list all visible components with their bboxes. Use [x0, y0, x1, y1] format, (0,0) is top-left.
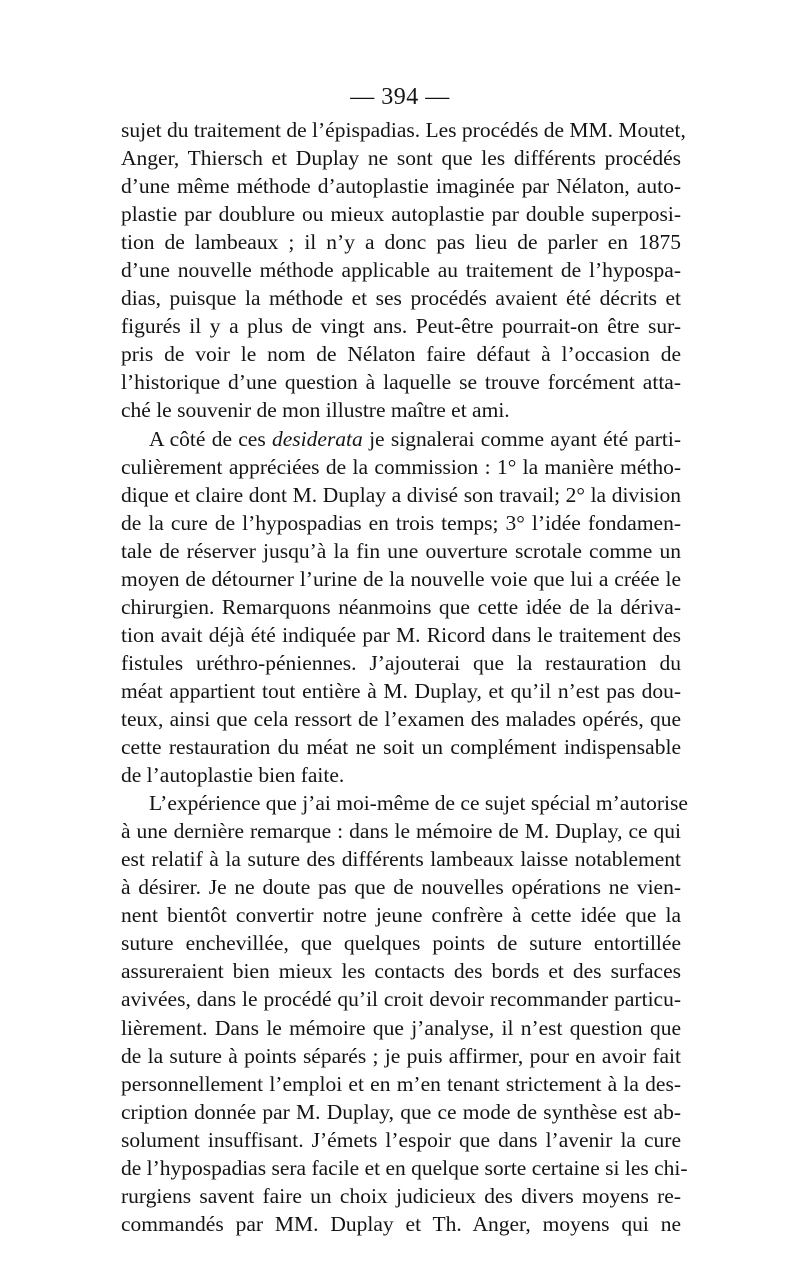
paragraph-1: [121, 116, 686, 425]
text-fragment: A côté de ces: [149, 426, 266, 451]
text-line: tion avait déjà été indiquée par M. Ricord dans le traitement des: [121, 622, 681, 647]
text-line: cription donnée par M. Duplay, que ce mode de synthèse est ab-: [121, 1099, 681, 1124]
text-line: personnellement l’emploi et en m’en tenant strictement à la des-: [121, 1071, 681, 1096]
text-line: ché le souvenir de mon illustre maître et ami.: [121, 398, 510, 423]
text-line: tion de lambeaux ; il n’y a donc pas lieu de parler en 1875: [121, 230, 681, 255]
text-line: d’une même méthode d’autoplastie imaginée par Nélaton, auto-: [121, 174, 681, 199]
text-line: l’historique d’une question à laquelle se trouve forcément atta-: [121, 370, 681, 395]
text-line: solument insuffisant. J’émets l’espoir que dans l’avenir la cure: [121, 1127, 681, 1152]
text-line: plastie par doublure ou mieux autoplastie par double superposi-: [121, 202, 681, 227]
paragraph-3: [121, 789, 688, 1238]
text-line: méat appartient tout entière à M. Duplay, et qu’il n’est pas dou-: [121, 678, 681, 703]
text-line: lièrement. Dans le mémoire que j’analyse, il n’est question que: [121, 1015, 681, 1040]
text-line: Anger, Thiersch et Duplay ne sont que les différents procédés: [121, 146, 681, 171]
text-line: culièrement appréciées de la commission : 1° la manière métho-: [121, 454, 681, 479]
text-line: dique et claire dont M. Duplay a divisé son travail; 2° la division: [121, 482, 681, 507]
text-line: [121, 425, 681, 453]
text-line: tale de réserver jusqu’à la fin une ouverture scrotale comme un: [121, 538, 681, 563]
page-number: — 394 —: [350, 84, 450, 110]
text-line: rurgiens savent faire un choix judicieux des divers moyens re-: [121, 1183, 681, 1208]
text-line: teux, ainsi que cela ressort de l’examen des malades opérés, que: [121, 706, 681, 731]
text-line: à une dernière remarque : dans le mémoire de M. Duplay, ce qui: [121, 819, 681, 844]
paragraph-2: [121, 425, 681, 790]
text-line: cette restauration du méat ne soit un complément indispensable: [121, 735, 681, 760]
body-text: [121, 116, 688, 1238]
text-line: de l’hypospadias sera facile et en quelque sorte certaine si les chi-: [121, 1155, 688, 1180]
text-line: assureraient bien mieux les contacts des bords et des surfaces: [121, 959, 681, 984]
text-line: chirurgien. Remarquons néanmoins que cette idée de la dériva-: [121, 594, 681, 619]
text-line: commandés par MM. Duplay et Th. Anger, moyens qui ne: [121, 1211, 681, 1236]
italic-term: desiderata: [272, 426, 363, 451]
text-line: à désirer. Je ne doute pas que de nouvelles opérations ne vien-: [121, 875, 681, 900]
text-line: pris de voir le nom de Nélaton faire défaut à l’occasion de: [121, 342, 681, 367]
text-line: dias, puisque la méthode et ses procédés avaient été décrits et: [121, 286, 681, 311]
text-line: est relatif à la suture des différents lambeaux laisse notablement: [121, 847, 681, 872]
text-line: nent bientôt convertir notre jeune confrère à cette idée que la: [121, 903, 681, 928]
text-line: moyen de détourner l’urine de la nouvelle voie que lui a créée le: [121, 566, 681, 591]
text-line: L’expérience que j’ai moi-même de ce sujet spécial m’autorise: [149, 791, 688, 816]
text-line: avivées, dans le procédé qu’il croit devoir recommander particu-: [121, 987, 681, 1012]
text-line: de la suture à points séparés ; je puis affirmer, pour en avoir fait: [121, 1043, 681, 1068]
text-line: suture enchevillée, que quelques points de suture entortillée: [121, 931, 681, 956]
text-line: de l’autoplastie bien faite.: [121, 763, 345, 788]
text-line: sujet du traitement de l’épispadias. Les procédés de MM. Moutet,: [121, 118, 686, 142]
text-fragment: je signalerai comme ayant été parti-: [369, 426, 682, 451]
text-line: d’une nouvelle méthode applicable au traitement de l’hypospa-: [121, 258, 681, 283]
text-line: figurés il y a plus de vingt ans. Peut-être pourrait-on être sur-: [121, 314, 681, 339]
text-line: fistules uréthro-péniennes. J’ajouterai que la restauration du: [121, 650, 681, 675]
text-line: de la cure de l’hypospadias en trois temps; 3° l’idée fondamen-: [121, 510, 681, 535]
